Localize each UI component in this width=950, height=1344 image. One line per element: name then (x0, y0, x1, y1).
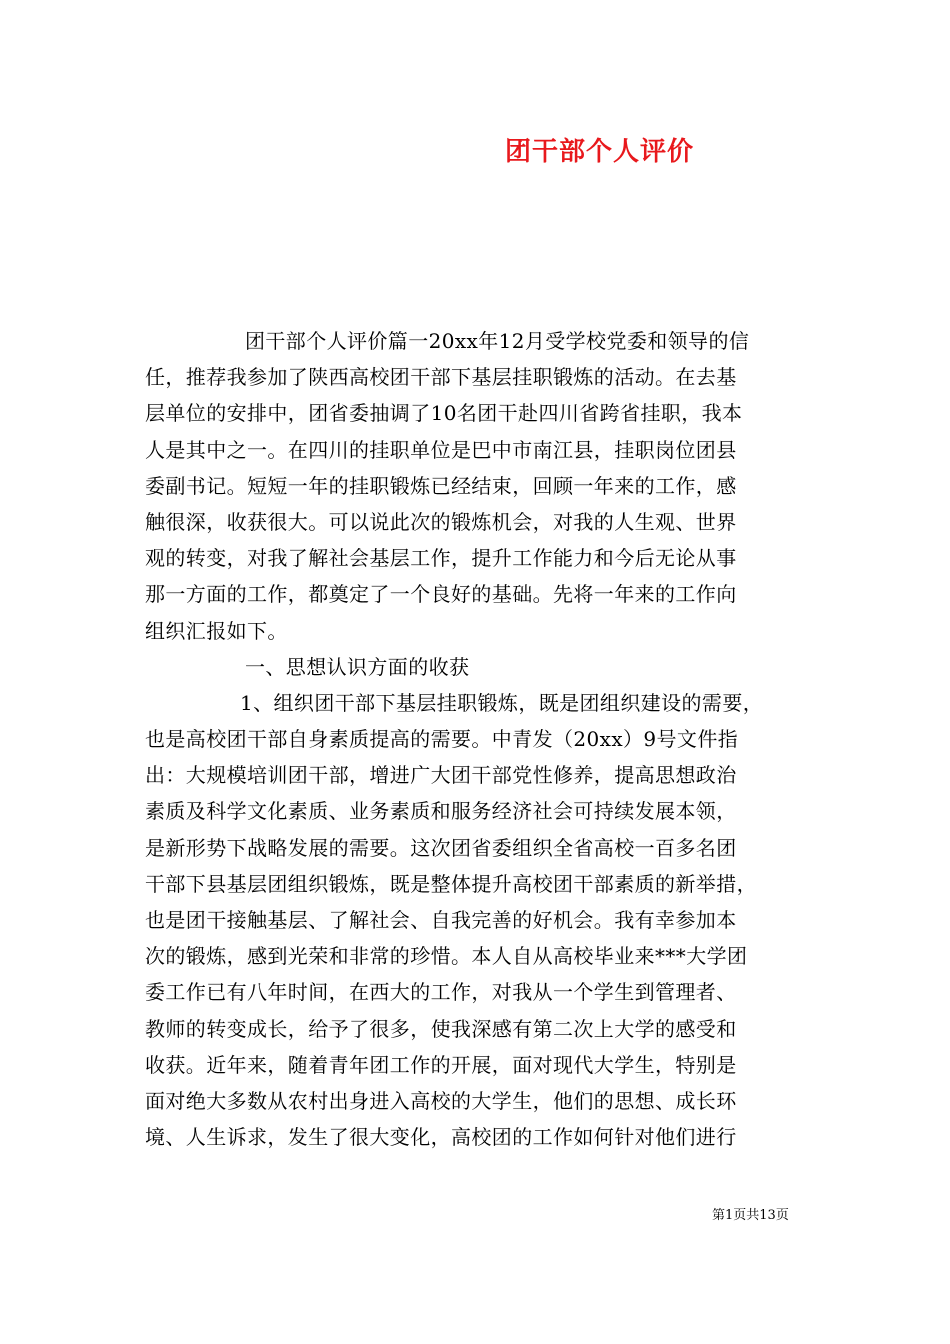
paragraph-line: 收获。近年来，随着青年团工作的开展，面对现代大学生，特别是 (145, 1052, 737, 1077)
paragraph-line: 次的锻炼，感到光荣和非常的珍惜。本人自从高校毕业来***大学团 (145, 944, 748, 969)
paragraph-line: 观的转变，对我了解社会基层工作，提升工作能力和今后无论从事 (145, 546, 737, 571)
paragraph-line: 委工作已有八年时间，在西大的工作，对我从一个学生到管理者、 (145, 980, 737, 1005)
paragraph-line: 面对绝大多数从农村出身进入高校的大学生，他们的思想、成长环 (145, 1088, 737, 1113)
document-body (145, 323, 813, 1155)
paragraph-line: 人是其中之一。在四川的挂职单位是巴中市南江县，挂职岗位团县 (145, 437, 737, 462)
paragraph-line: 素质及科学文化素质、业务素质和服务经济社会可持续发展本领， (145, 799, 737, 824)
paragraph-line: 境、人生诉求，发生了很大变化，高校团的工作如何针对他们进行 (145, 1125, 737, 1150)
paragraph-line: 那一方面的工作，都奠定了一个良好的基础。先将一年来的工作向 (145, 582, 737, 607)
paragraph-line: 教师的转变成长，给予了很多，使我深感有第二次上大学的感受和 (145, 1016, 737, 1041)
paragraph-line: 也是团干接触基层、了解社会、自我完善的好机会。我有幸参加本 (145, 908, 737, 932)
document-title: 团干部个人评价 (505, 137, 695, 167)
paragraph-line: 任，推荐我参加了陕西高校团干部下基层挂职锻炼的活动。在去基 (145, 365, 737, 390)
paragraph-line: 也是高校团干部自身素质提高的需要。中青发（20xx）9号文件指 (145, 727, 739, 752)
paragraph-line: 团干部个人评价篇一20xx年12月受学校党委和领导的信 (245, 329, 750, 353)
paragraph-line: 是新形势下战略发展的需要。这次团省委组织全省高校一百多名团 (145, 835, 737, 860)
section-heading: 一、思想认识方面的收获 (245, 654, 470, 679)
paragraph-line: 组织汇报如下。 (145, 618, 288, 643)
paragraph-line: 层单位的安排中，团省委抽调了10名团干赴四川省跨省挂职，我本 (145, 401, 743, 426)
paragraph-line: 干部下县基层团组织锻炼，既是整体提升高校团干部素质的新举措， (145, 871, 757, 896)
paragraph-line: 触很深，收获很大。可以说此次的锻炼机会，对我的人生观、世界 (145, 509, 737, 534)
paragraph-line: 委副书记。短短一年的挂职锻炼已经结束，回顾一年来的工作，感 (145, 473, 737, 498)
paragraph-line: 出：大规模培训团干部，增进广大团干部党性修养，提高思想政治 (145, 763, 737, 788)
paragraph-line: 1、组织团干部下基层挂职锻炼，既是团组织建设的需要， (240, 690, 764, 715)
page-number: 第1页共13页 (712, 1208, 789, 1223)
